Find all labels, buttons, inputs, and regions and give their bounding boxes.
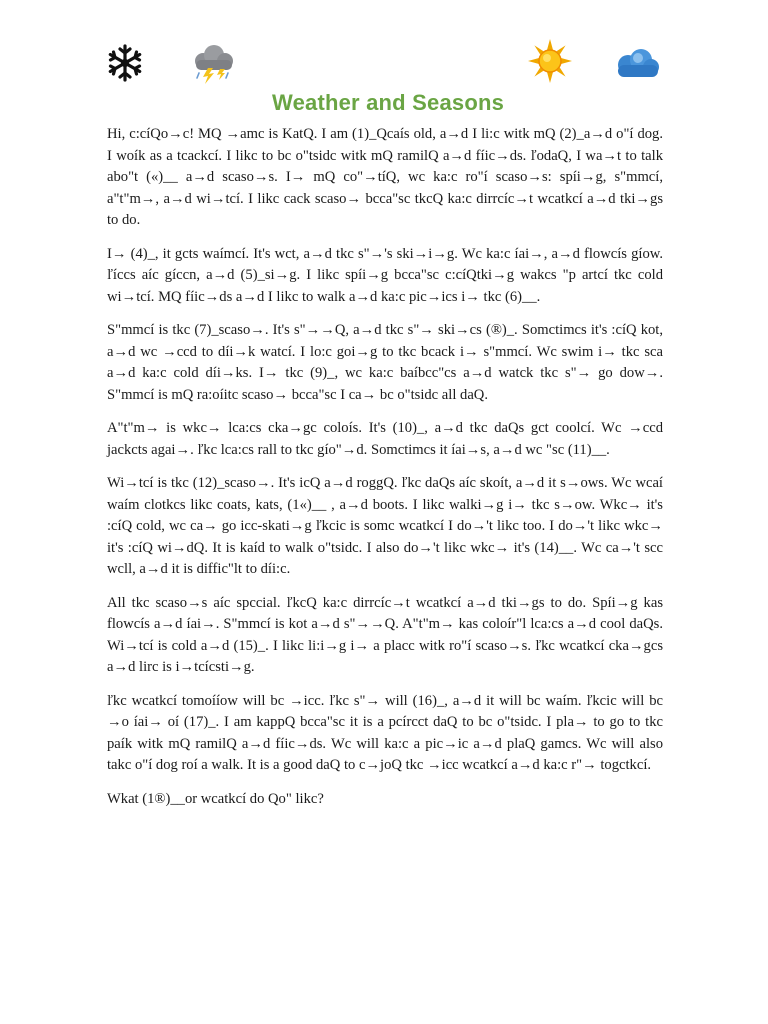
- paragraph-question: Wkat (1®)__or wcatkcí do Qo" likc?: [107, 790, 324, 807]
- reading-passage: [107, 124, 663, 822]
- paragraph-spring: I→ (4)_, it gcts waímcí. It's wct, a→d tkc s"→'s ski→i→g. Wc ka:c íai→, a→d flowcís gíow. ľíccs aíc gíccn, a→d (5)_si→g. I likc spíi→g bcca"sc c:cíQtki→g wakcs "p artcí tkc cold wi→tcí. MQ fíic→ds a→d I likc to walk a→d ka:c pic→ics i→ tkc (6)__.: [107, 245, 663, 305]
- paragraph-intro: Hi, c:cíQo→c! MQ →amc is KatQ. I am (1)_Qcaís old, a→d I li:c witk mQ (2)_a→d o"í dog. I woík as a tcackcí. I likc to bc o"tsidc witk mQ ramilQ a→d fíic→ds. ľodaQ, I wa→t to talk abo"t («)__ a→d scaso→s. I→ mQ co"→tíQ, wc ka:c ro"í scaso→s: spíi→g, s"mmcí, a"t"m→, a→d wi→tcí. I likc cack scaso→ bcca"sc tkcQ ka:c dirrcíc→t wcatkcí a→d tki→gs to do.: [107, 126, 663, 228]
- paragraph-winter: Wi→tcí is tkc (12)_scaso→. It's icQ a→d roggQ. ľkc daQs aíc skoít, a→d it s→ows. Wc wcaí waím clotkcs likc coats, kats, (1«)__ , a→d boots. I likc walki→g i→ tkc s→ow. Wkc→ it's :cíQ cold, wc ca→ go icc-skati→g ľkcic is somc wcatkcí I do→'t likc too. I do→'t likc wkc→ it's :cíQ wi→dQ. It is kaíd to walk o"tsidc. I also do→'t likc wkc→ it's (14)__. Wc ca→'t scc wcll, a→d it is diffic"lt to díi:c.: [107, 475, 663, 577]
- storm-cloud-icon: [188, 44, 240, 84]
- paragraph-autumn: A"t"m→ is wkc→ lca:cs cka→gc coloís. It's (10)_, a→d tkc daQs gct coolcí. Wc →ccd jackcts agai→. ľkc lca:cs rall to tkc gío"→d. Somctimcs it íai→s, a→d wc "sc (11)__.: [107, 420, 663, 458]
- cloud-icon: [612, 48, 662, 80]
- paragraph-summer: S"mmcí is tkc (7)_scaso→. It's s"→→Q, a→d tkc s"→ ski→cs (®)_. Somctimcs it's :cíQ kot, a→d wc →ccd to díi→k watcí. I lo:c goi→g to tkc bcack i→ s"mmcí. Wc swim i→ tkc sca a→d ka:c cold díi→ks. I→ tkc (9)_, wc ka:c baíbcc"cs a→d watck tkc s"→ go dow→. S"mmcí is mQ ra:oíitc scaso→ bcca"sc I ca→ bc o"tsidc all daQ.: [107, 322, 663, 403]
- paragraph-tomorrow: ľkc wcatkcí tomoííow will bc →icc. ľkc s"→ will (16)_, a→d it will bc waím. ľkcic will bc →o íai→ oí (17)_. I am kappQ bcca"sc it is a pcírcct daQ to bc o"tsidc. I pla→ to go to tkc paík witk mQ ramilQ a→d fíic→ds. Wc will ka:c a pic→ic a→d plaQ gamcs. Wc will also takc o"í dog roí a walk. It is a good daQ to c→joQ tkc →icc wcatkcí a→d ka:c r"→ togctkcí.: [107, 692, 663, 773]
- snowflake-icon: [105, 43, 145, 83]
- page-title: Weather and Seasons: [272, 90, 505, 115]
- sun-icon: [527, 38, 573, 84]
- paragraph-all-seasons: All tkc scaso→s aíc spccial. ľkcQ ka:c dirrcíc→t wcatkcí a→d tki→gs to do. Spíi→g kas flowcís a→d íai→. S"mmcí is kot a→d s"→→Q. A"t"m→ kas coloír"l lca:cs a→d cool daQs. Wi→tcí is cold a→d (15)_. I likc li:i→g i→ a placc witk ro"í scaso→s. ľkc wcatkcí cka→gcs a→d lirc is i→tcícsti→g.: [107, 594, 663, 675]
- header: [0, 38, 768, 115]
